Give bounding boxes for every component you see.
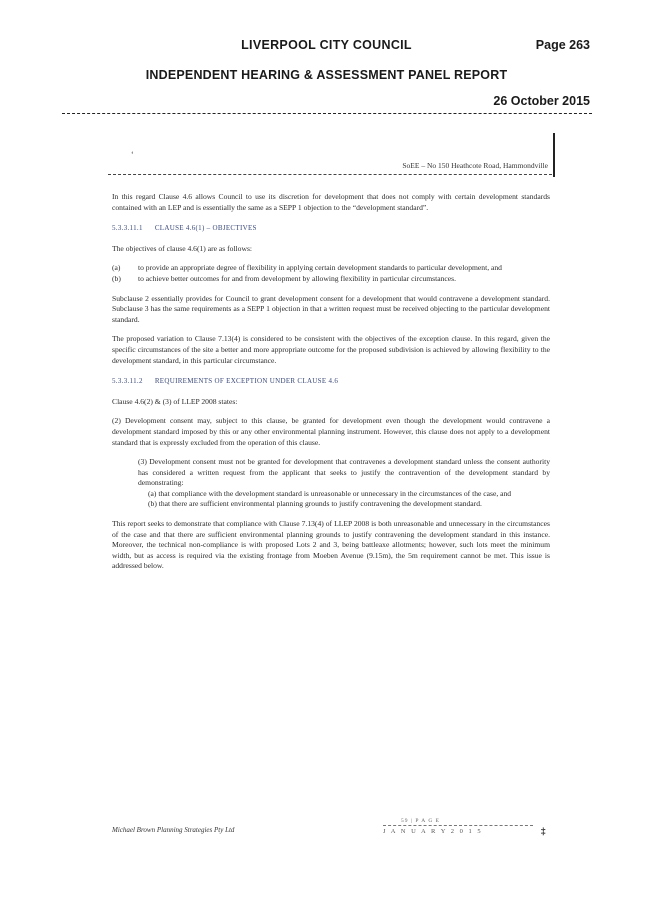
footer-page: 59 | P A G E (401, 818, 441, 824)
subclause-paragraph: Subclause 2 essentially provides for Council to grant development consent for a development that would contravene a development standard. Subclause 3 has the same requirements as a SEPP 1 objection in that a written request must be received objecting to the particular development standard. (112, 293, 550, 324)
list-text: to provide an appropriate degree of flexibility in applying certain development standards to particular development, and (138, 263, 502, 273)
list-item (112, 263, 550, 274)
inner-header-divider (108, 174, 552, 175)
page-number: Page 263 (535, 38, 590, 52)
footer-divider (383, 825, 533, 826)
objectives-list (112, 263, 550, 284)
variation-paragraph: The proposed variation to Clause 7.13(4) is considered to be consistent with the objectives of the exception clause. In this regard, given the specific circumstances of the site a better and more appropriate outcome for the proposed subdivision is achieved by allowing flexibility to the development standard, in this particular circumstance. (112, 334, 550, 365)
report-date: 26 October 2015 (493, 94, 590, 108)
heading-text: REQUIREMENTS OF EXCEPTION UNDER CLAUSE 4.6 (154, 377, 339, 386)
document-body (112, 192, 550, 581)
header-divider (62, 113, 592, 114)
quoted-clause-3 (138, 457, 550, 510)
list-item (112, 274, 550, 285)
margin-bar (553, 133, 555, 177)
footer-date: J A N U A R Y 2 0 1 5 (383, 828, 483, 835)
heading-text: CLAUSE 4.6(1) – OBJECTIVES (154, 224, 257, 233)
heading-number: 5.3.3.11.2 (112, 377, 143, 386)
quoted-clause-2: (2) Development consent may, subject to this clause, be granted for development even though the development would contravene a development standard imposed by this or any other environmental planning instrument. However, this clause does not apply to a development standard that is expressly excluded from the operation of this clause. (112, 416, 550, 447)
footer-company: Michael Brown Planning Strategies Pty Ltd (112, 826, 235, 834)
list-label: (b) (112, 273, 121, 283)
objectives-intro: The objectives of clause 4.6(1) are as follows: (112, 243, 253, 253)
section-heading-objectives (112, 223, 550, 234)
quote-sub-item: (b) that there are sufficient environmental planning grounds to justify contravening the development standard. (148, 499, 482, 509)
footer-mark: ‡ (541, 826, 546, 836)
report-title: INDEPENDENT HEARING & ASSESSMENT PANEL REPORT (145, 68, 508, 82)
quote-sub-item: (a) that compliance with the development standard is unreasonable or unnecessary in the circumstances of the case, and (148, 488, 512, 498)
section-heading-requirements (112, 376, 550, 387)
intro-paragraph: In this regard Clause 4.6 allows Council to use its discretion for development that does not comply with certain development standards contained with an LEP and is essentially the same as a SEPP 1 objection to the “development standard”. (112, 192, 550, 212)
heading-number: 5.3.3.11.1 (112, 224, 143, 233)
inner-document-header: SoEE – No 150 Heathcote Road, Hammondville (402, 161, 548, 170)
quote-text: (3) Development consent must not be granted for development that contravenes a development standard unless the consent authority has considered a written request from the applicant that seeks to justify the contravention of the development standard by demonstrating: (138, 457, 550, 488)
list-label: (a) (112, 263, 121, 273)
list-text: to achieve better outcomes for and from development by allowing flexibility in particular circumstances. (138, 273, 456, 283)
lep-intro: Clause 4.6(2) & (3) of LLEP 2008 states: (112, 396, 238, 406)
council-name: LIVERPOOL CITY COUNCIL (241, 38, 412, 52)
scan-mark: ‘ (131, 150, 134, 159)
closing-paragraph: This report seeks to demonstrate that compliance with Clause 7.13(4) of LLEP 2008 is both unreasonable and unnecessary in the circumstances of the case and that there are sufficient environmental planning grounds to justify contravening the development standard in this instance. Moreover, the technical non-compliance is with proposed Lots 2 and 3, being battleaxe allotments; however, such lots meet the minimum width, but as access is required via the existing frontage from Moeben Avenue (9.15m), the 5m requirement cannot be met. This issue is addressed below. (112, 519, 550, 571)
